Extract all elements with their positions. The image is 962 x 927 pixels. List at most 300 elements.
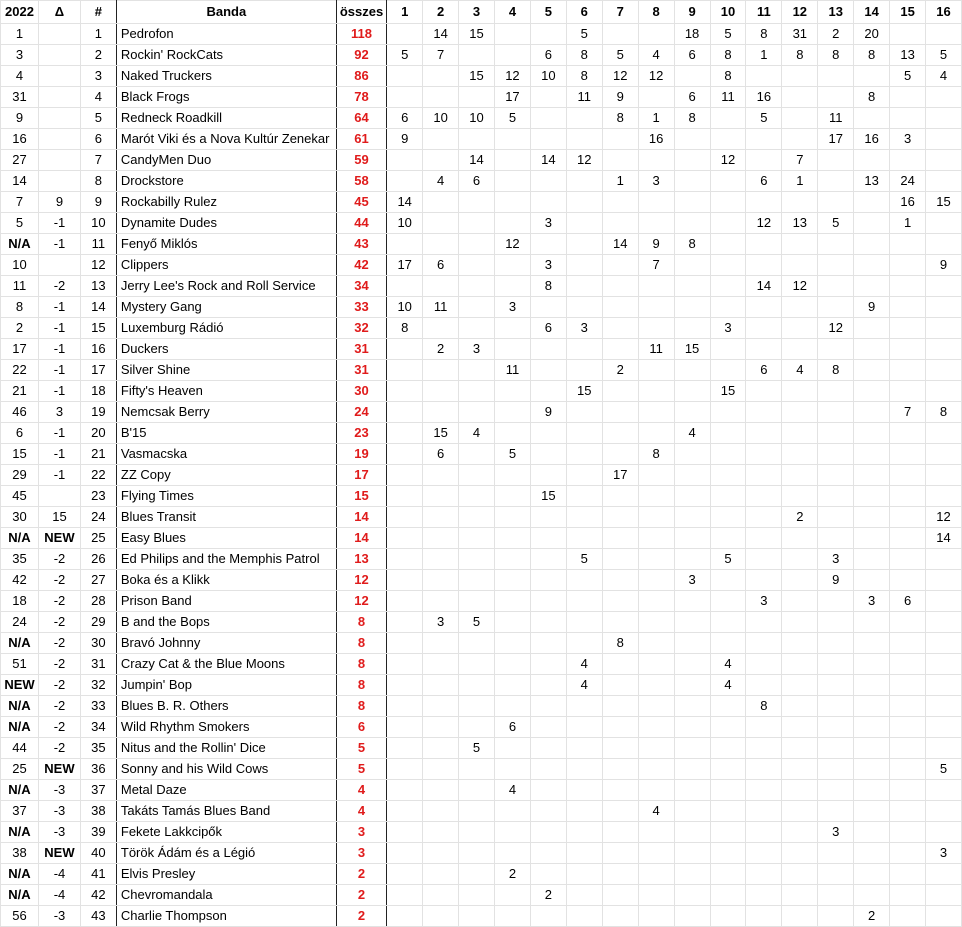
total-cell: 8 (336, 675, 386, 696)
round-score-cell (710, 129, 746, 150)
round-score-cell (710, 255, 746, 276)
round-score-cell (530, 465, 566, 486)
round-score-cell (459, 801, 495, 822)
round-score-cell (926, 570, 962, 591)
round-score-cell (638, 738, 674, 759)
round-score-cell (494, 381, 530, 402)
round-score-cell (494, 507, 530, 528)
round-score-cell (854, 444, 890, 465)
total-cell: 92 (336, 45, 386, 66)
round-score-cell: 4 (494, 780, 530, 801)
table-row (1, 402, 962, 423)
round-score-cell (710, 570, 746, 591)
round-score-cell (818, 633, 854, 654)
table-row (1, 381, 962, 402)
round-score-cell (710, 864, 746, 885)
round-score-cell: 8 (674, 108, 710, 129)
round-score-cell: 15 (926, 192, 962, 213)
round-score-cell (926, 696, 962, 717)
col-round-header: 11 (746, 1, 782, 24)
rank-cell: 16 (80, 339, 116, 360)
delta-cell: NEW (38, 528, 80, 549)
delta-cell (38, 108, 80, 129)
round-score-cell (638, 318, 674, 339)
round-score-cell: 14 (926, 528, 962, 549)
band-name-cell: Elvis Presley (116, 864, 336, 885)
round-score-cell (459, 885, 495, 906)
round-score-cell (494, 549, 530, 570)
table-row (1, 549, 962, 570)
round-score-cell (782, 612, 818, 633)
round-score-cell (566, 612, 602, 633)
round-score-cell (674, 444, 710, 465)
round-score-cell (710, 507, 746, 528)
delta-cell: -1 (38, 381, 80, 402)
prev-year-cell: 10 (1, 255, 39, 276)
round-score-cell (566, 864, 602, 885)
round-score-cell (459, 696, 495, 717)
round-score-cell: 8 (566, 45, 602, 66)
band-name-cell: Nemcsak Berry (116, 402, 336, 423)
round-score-cell (602, 192, 638, 213)
round-score-cell (423, 906, 459, 927)
round-score-cell (638, 486, 674, 507)
table-row (1, 528, 962, 549)
round-score-cell (602, 24, 638, 45)
round-score-cell (459, 549, 495, 570)
round-score-cell (602, 885, 638, 906)
round-score-cell: 3 (710, 318, 746, 339)
round-score-cell (746, 423, 782, 444)
round-score-cell (746, 129, 782, 150)
round-score-cell (494, 24, 530, 45)
round-score-cell (926, 738, 962, 759)
round-score-cell (854, 801, 890, 822)
delta-cell: -2 (38, 675, 80, 696)
round-score-cell (746, 738, 782, 759)
round-score-cell (710, 360, 746, 381)
round-score-cell (566, 129, 602, 150)
round-score-cell: 17 (387, 255, 423, 276)
total-cell: 43 (336, 234, 386, 255)
col-2022-header: 2022 (1, 1, 39, 24)
rank-cell: 40 (80, 843, 116, 864)
total-cell: 14 (336, 507, 386, 528)
round-score-cell (638, 24, 674, 45)
round-score-cell (818, 276, 854, 297)
round-score-cell (890, 780, 926, 801)
round-score-cell: 9 (854, 297, 890, 318)
rank-cell: 15 (80, 318, 116, 339)
round-score-cell (854, 675, 890, 696)
round-score-cell (854, 66, 890, 87)
band-name-cell: Vasmacska (116, 444, 336, 465)
round-score-cell (602, 423, 638, 444)
round-score-cell (494, 675, 530, 696)
prev-year-cell: 46 (1, 402, 39, 423)
table-row (1, 654, 962, 675)
delta-cell: -4 (38, 885, 80, 906)
round-score-cell (746, 66, 782, 87)
total-cell: 12 (336, 570, 386, 591)
band-name-cell: Drockstore (116, 171, 336, 192)
round-score-cell (459, 318, 495, 339)
round-score-cell: 8 (746, 696, 782, 717)
delta-cell (38, 255, 80, 276)
round-score-cell (674, 129, 710, 150)
round-score-cell (638, 549, 674, 570)
round-score-cell (710, 717, 746, 738)
band-name-cell: Dynamite Dudes (116, 213, 336, 234)
prev-year-cell: 5 (1, 213, 39, 234)
round-score-cell (566, 276, 602, 297)
prev-year-cell: 7 (1, 192, 39, 213)
round-score-cell (387, 339, 423, 360)
round-score-cell (494, 570, 530, 591)
round-score-cell (890, 822, 926, 843)
round-score-cell (566, 339, 602, 360)
round-score-cell (890, 108, 926, 129)
total-cell: 78 (336, 87, 386, 108)
band-name-cell: Marót Viki és a Nova Kultúr Zenekar (116, 129, 336, 150)
round-score-cell (782, 864, 818, 885)
round-score-cell (818, 339, 854, 360)
round-score-cell: 2 (530, 885, 566, 906)
round-score-cell: 4 (459, 423, 495, 444)
round-score-cell (423, 696, 459, 717)
total-cell: 8 (336, 696, 386, 717)
round-score-cell (926, 675, 962, 696)
col-round-header: 1 (387, 1, 423, 24)
round-score-cell (638, 360, 674, 381)
table-row (1, 906, 962, 927)
prev-year-cell: 16 (1, 129, 39, 150)
delta-cell: NEW (38, 759, 80, 780)
round-score-cell: 8 (746, 24, 782, 45)
round-score-cell (746, 528, 782, 549)
round-score-cell (638, 87, 674, 108)
round-score-cell (890, 87, 926, 108)
round-score-cell (710, 171, 746, 192)
round-score-cell (459, 255, 495, 276)
round-score-cell: 8 (638, 444, 674, 465)
round-score-cell (459, 780, 495, 801)
round-score-cell (818, 423, 854, 444)
round-score-cell (459, 654, 495, 675)
band-name-cell: Bravó Johnny (116, 633, 336, 654)
round-score-cell (782, 66, 818, 87)
round-score-cell (387, 780, 423, 801)
round-score-cell: 5 (387, 45, 423, 66)
round-score-cell (854, 654, 890, 675)
col-round-header: 14 (854, 1, 890, 24)
round-score-cell (566, 885, 602, 906)
rank-cell: 43 (80, 906, 116, 927)
table-row (1, 129, 962, 150)
round-score-cell (387, 717, 423, 738)
round-score-cell (423, 759, 459, 780)
round-score-cell (710, 759, 746, 780)
round-score-cell: 4 (566, 654, 602, 675)
col-total-header: összes (336, 1, 386, 24)
round-score-cell (602, 612, 638, 633)
band-name-cell: Duckers (116, 339, 336, 360)
round-score-cell: 15 (710, 381, 746, 402)
table-row (1, 171, 962, 192)
band-name-cell: Wild Rhythm Smokers (116, 717, 336, 738)
band-name-cell: Black Frogs (116, 87, 336, 108)
round-score-cell (890, 717, 926, 738)
round-score-cell (566, 108, 602, 129)
round-score-cell (818, 234, 854, 255)
round-score-cell (602, 864, 638, 885)
round-score-cell: 5 (602, 45, 638, 66)
round-score-cell (890, 549, 926, 570)
round-score-cell (674, 591, 710, 612)
round-score-cell (566, 171, 602, 192)
round-score-cell (602, 381, 638, 402)
round-score-cell (638, 633, 674, 654)
round-score-cell (926, 801, 962, 822)
round-score-cell (602, 843, 638, 864)
total-cell: 61 (336, 129, 386, 150)
round-score-cell (494, 801, 530, 822)
round-score-cell: 3 (746, 591, 782, 612)
band-name-cell: Jumpin' Bop (116, 675, 336, 696)
round-score-cell (387, 612, 423, 633)
delta-cell (38, 24, 80, 45)
round-score-cell: 2 (782, 507, 818, 528)
round-score-cell (890, 465, 926, 486)
round-score-cell (674, 318, 710, 339)
rank-cell: 10 (80, 213, 116, 234)
band-name-cell: Charlie Thompson (116, 906, 336, 927)
round-score-cell: 11 (638, 339, 674, 360)
round-score-cell (494, 318, 530, 339)
round-score-cell: 17 (494, 87, 530, 108)
round-score-cell (818, 255, 854, 276)
col-round-header: 12 (782, 1, 818, 24)
round-score-cell (638, 465, 674, 486)
prev-year-cell: 35 (1, 549, 39, 570)
rank-cell: 3 (80, 66, 116, 87)
round-score-cell (602, 486, 638, 507)
prev-year-cell: 21 (1, 381, 39, 402)
round-score-cell (566, 402, 602, 423)
round-score-cell (854, 843, 890, 864)
round-score-cell (926, 423, 962, 444)
round-score-cell (782, 906, 818, 927)
round-score-cell (602, 255, 638, 276)
round-score-cell (674, 381, 710, 402)
round-score-cell (459, 45, 495, 66)
rank-cell: 21 (80, 444, 116, 465)
prev-year-cell: N/A (1, 633, 39, 654)
round-score-cell (674, 885, 710, 906)
round-score-cell: 4 (566, 675, 602, 696)
round-score-cell (710, 801, 746, 822)
round-score-cell (854, 213, 890, 234)
rank-cell: 19 (80, 402, 116, 423)
round-score-cell (674, 549, 710, 570)
round-score-cell (674, 717, 710, 738)
round-score-cell: 3 (423, 612, 459, 633)
round-score-cell: 11 (818, 108, 854, 129)
delta-cell (38, 45, 80, 66)
round-score-cell (459, 675, 495, 696)
round-score-cell (566, 570, 602, 591)
delta-cell: -1 (38, 444, 80, 465)
round-score-cell (494, 171, 530, 192)
round-score-cell (530, 822, 566, 843)
table-row (1, 360, 962, 381)
round-score-cell: 8 (602, 633, 638, 654)
round-score-cell (854, 738, 890, 759)
delta-cell: -2 (38, 612, 80, 633)
round-score-cell: 6 (890, 591, 926, 612)
round-score-cell (782, 591, 818, 612)
round-score-cell: 3 (530, 255, 566, 276)
round-score-cell: 14 (423, 24, 459, 45)
round-score-cell (494, 276, 530, 297)
round-score-cell (926, 885, 962, 906)
round-score-cell (926, 339, 962, 360)
round-score-cell: 5 (926, 45, 962, 66)
band-name-cell: Easy Blues (116, 528, 336, 549)
round-score-cell: 10 (530, 66, 566, 87)
band-name-cell: Boka és a Klikk (116, 570, 336, 591)
round-score-cell (854, 696, 890, 717)
round-score-cell (530, 339, 566, 360)
band-name-cell: ZZ Copy (116, 465, 336, 486)
round-score-cell: 8 (818, 45, 854, 66)
round-score-cell: 7 (890, 402, 926, 423)
col-round-header: 6 (566, 1, 602, 24)
round-score-cell (926, 276, 962, 297)
round-score-cell (530, 843, 566, 864)
round-score-cell (566, 255, 602, 276)
table-row (1, 276, 962, 297)
round-score-cell (710, 444, 746, 465)
round-score-cell (710, 486, 746, 507)
round-score-cell: 5 (746, 108, 782, 129)
prev-year-cell: N/A (1, 780, 39, 801)
round-score-cell (710, 465, 746, 486)
table-row (1, 612, 962, 633)
round-score-cell (459, 486, 495, 507)
round-score-cell (818, 507, 854, 528)
round-score-cell (782, 696, 818, 717)
round-score-cell: 24 (890, 171, 926, 192)
prev-year-cell: 56 (1, 906, 39, 927)
round-score-cell: 14 (387, 192, 423, 213)
prev-year-cell: 4 (1, 66, 39, 87)
round-score-cell: 15 (530, 486, 566, 507)
round-score-cell (530, 906, 566, 927)
round-score-cell: 5 (710, 24, 746, 45)
table-row (1, 759, 962, 780)
round-score-cell: 5 (459, 612, 495, 633)
round-score-cell (818, 696, 854, 717)
round-score-cell (459, 843, 495, 864)
round-score-cell: 16 (638, 129, 674, 150)
table-row (1, 24, 962, 45)
round-score-cell: 9 (926, 255, 962, 276)
round-score-cell (602, 276, 638, 297)
round-score-cell (602, 402, 638, 423)
round-score-cell (423, 129, 459, 150)
round-score-cell (746, 465, 782, 486)
band-name-cell: Luxemburg Rádió (116, 318, 336, 339)
round-score-cell (710, 633, 746, 654)
round-score-cell (710, 423, 746, 444)
round-score-cell (854, 108, 890, 129)
round-score-cell (423, 486, 459, 507)
table-row (1, 843, 962, 864)
round-score-cell (854, 864, 890, 885)
round-score-cell (674, 486, 710, 507)
round-score-cell: 5 (566, 24, 602, 45)
round-score-cell: 4 (926, 66, 962, 87)
round-score-cell (674, 612, 710, 633)
delta-cell: -2 (38, 654, 80, 675)
round-score-cell (494, 591, 530, 612)
round-score-cell: 15 (459, 24, 495, 45)
round-score-cell (602, 528, 638, 549)
round-score-cell (890, 360, 926, 381)
round-score-cell (494, 696, 530, 717)
rank-cell: 41 (80, 864, 116, 885)
round-score-cell (602, 318, 638, 339)
table-row (1, 507, 962, 528)
round-score-cell (890, 654, 926, 675)
round-score-cell (387, 87, 423, 108)
round-score-cell (782, 192, 818, 213)
round-score-cell (459, 87, 495, 108)
round-score-cell: 3 (890, 129, 926, 150)
round-score-cell: 4 (674, 423, 710, 444)
round-score-cell (530, 654, 566, 675)
rank-cell: 42 (80, 885, 116, 906)
round-score-cell: 3 (854, 591, 890, 612)
round-score-cell (566, 822, 602, 843)
round-score-cell (602, 150, 638, 171)
round-score-cell: 13 (854, 171, 890, 192)
round-score-cell: 1 (638, 108, 674, 129)
col-round-header: 10 (710, 1, 746, 24)
round-score-cell: 5 (494, 108, 530, 129)
round-score-cell (674, 171, 710, 192)
round-score-cell (746, 150, 782, 171)
round-score-cell: 8 (854, 45, 890, 66)
round-score-cell (818, 381, 854, 402)
round-score-cell: 2 (423, 339, 459, 360)
table-row (1, 234, 962, 255)
round-score-cell (459, 381, 495, 402)
round-score-cell (566, 360, 602, 381)
round-score-cell (890, 423, 926, 444)
round-score-cell (459, 360, 495, 381)
rank-cell: 7 (80, 150, 116, 171)
round-score-cell (530, 192, 566, 213)
rank-cell: 25 (80, 528, 116, 549)
round-score-cell (566, 213, 602, 234)
round-score-cell (746, 297, 782, 318)
round-score-cell (423, 822, 459, 843)
band-name-cell: Takáts Tamás Blues Band (116, 801, 336, 822)
round-score-cell (674, 213, 710, 234)
round-score-cell: 8 (387, 318, 423, 339)
